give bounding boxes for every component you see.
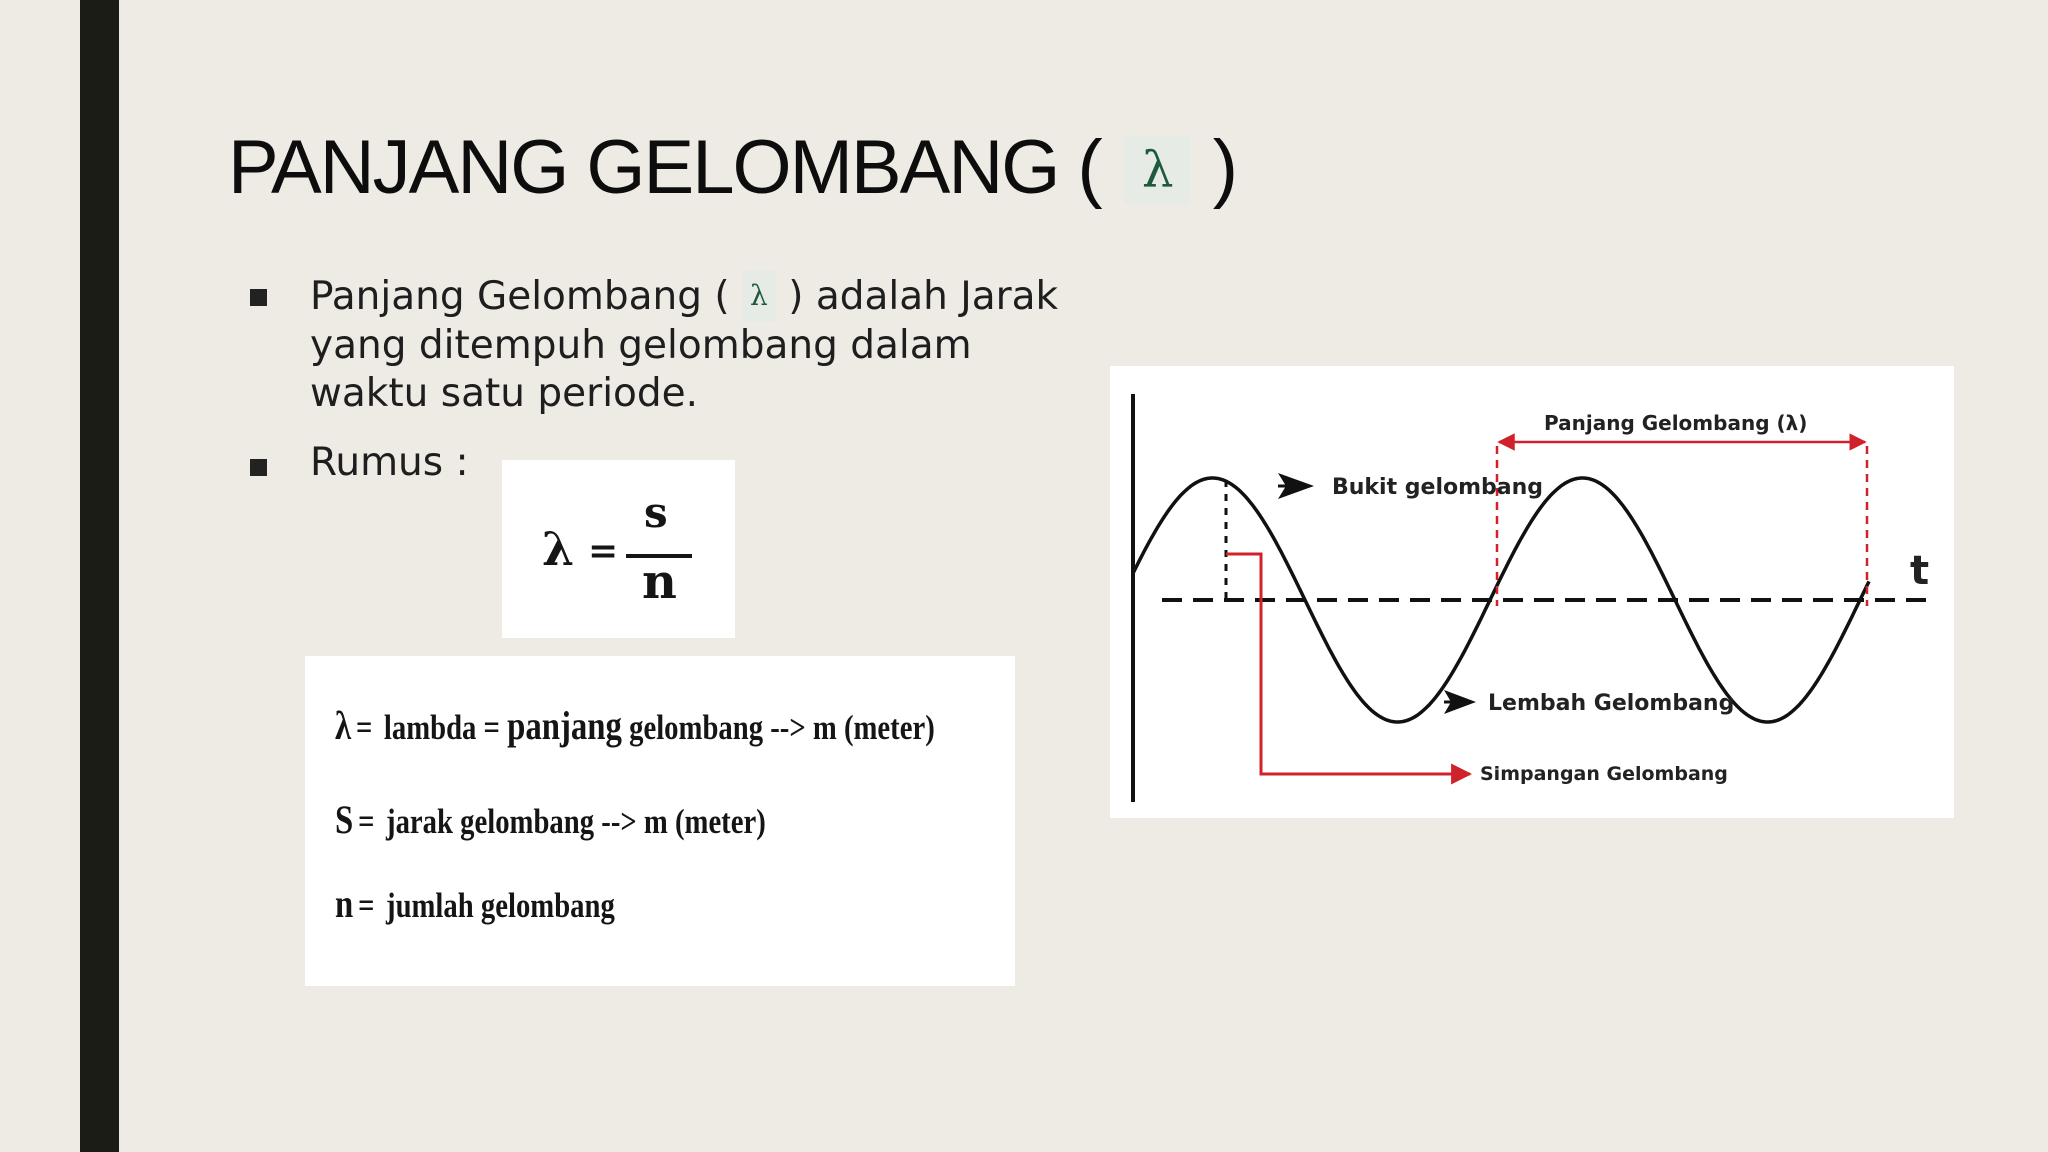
def-text: lambda = (383, 708, 500, 747)
def-equals: = (358, 802, 375, 841)
wave-diagram-svg (1110, 366, 1954, 818)
def-symbol: λ (335, 703, 352, 748)
trough-label: Lembah Gelombang (1488, 691, 1735, 716)
crest-label: Bukit gelombang (1332, 475, 1544, 500)
title-text: PANJANG GELOMBANG ( (228, 125, 1101, 210)
definition-n (335, 880, 615, 927)
bullet-marker (250, 289, 267, 306)
para-pre: Panjang Gelombang ( (310, 274, 730, 319)
definition-lambda (335, 702, 935, 749)
para-lambda-symbol: λ (742, 270, 776, 322)
bullet-marker (250, 459, 267, 476)
formula-equals: = (588, 530, 619, 572)
wavelength-label: Panjang Gelombang (λ) (1544, 411, 1808, 435)
formula-numerator: s (644, 488, 668, 537)
definition-s (335, 796, 766, 843)
para-post: ) adalah Jarak yang ditempuh gelombang dalam waktu satu periode. (310, 274, 1059, 416)
def-text: panjang (507, 703, 622, 748)
rumus-label: Rumus : (310, 440, 469, 485)
title-lambda-symbol: λ (1124, 135, 1190, 205)
definition-paragraph (310, 270, 1070, 418)
formula-lambda: λ (542, 522, 575, 576)
displacement-bracket (1226, 554, 1470, 774)
def-symbol: n (335, 881, 354, 926)
time-axis-label: t (1910, 548, 1930, 594)
formula-denominator: n (642, 554, 677, 610)
def-text: gelombang --> m (meter) (629, 708, 935, 747)
displacement-label: Simpangan Gelombang (1480, 763, 1728, 785)
def-equals: = (356, 708, 373, 747)
page-title (228, 124, 1236, 211)
def-text: jarak gelombang --> m (meter) (386, 802, 766, 841)
definitions-box (305, 656, 1015, 986)
wave-diagram (1110, 366, 1954, 818)
def-text: jumlah gelombang (386, 886, 615, 925)
formula-box (502, 460, 735, 638)
left-accent-bar (80, 0, 119, 1152)
title-close: ) (1212, 125, 1237, 210)
def-equals: = (358, 886, 375, 925)
def-symbol: S (335, 797, 354, 842)
